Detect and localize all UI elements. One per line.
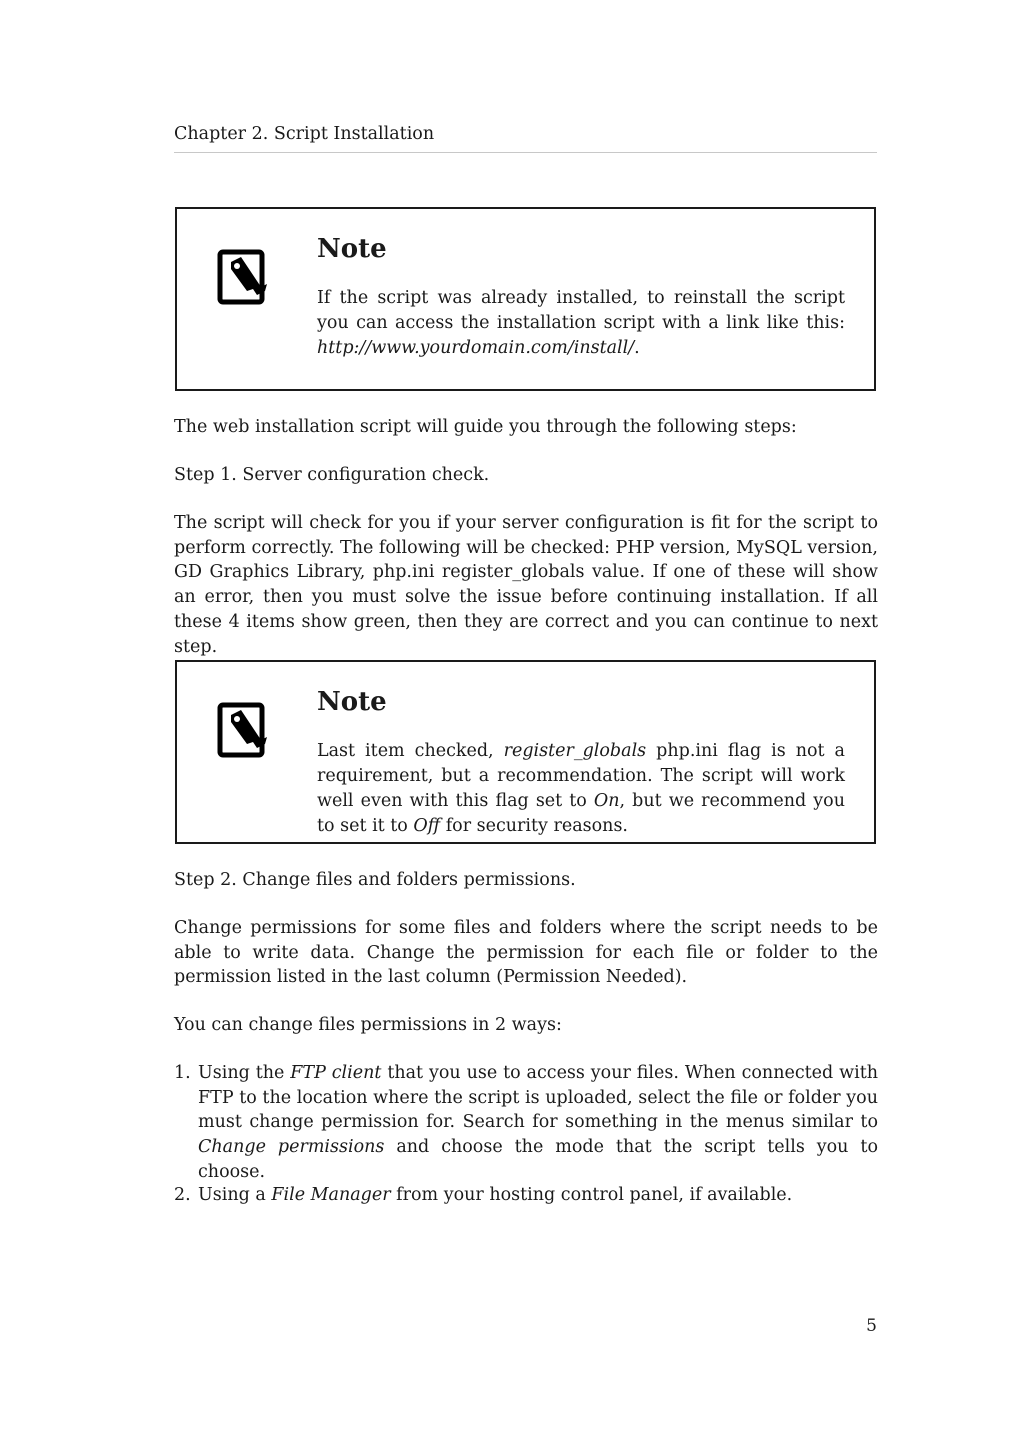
note-text: If the script was already installed, to reinstall the script you can access the installation script with a link like this: http://www.yourdomain.com/install/. (317, 288, 845, 358)
note-text: Last item checked, register_globals php.ini flag is not a requirement, but a recommendation. The script will work well even with this flag set to On, but we recommend you to set it to Off for security reasons. (317, 741, 845, 836)
step1-heading: Step 1. Server configuration check. (174, 465, 490, 485)
list-number: 2. (174, 1185, 191, 1205)
ways-intro: You can change files permissions in 2 ways: (174, 1015, 562, 1035)
note-box (175, 207, 876, 391)
list-item (174, 1061, 878, 1185)
install-link[interactable]: http://www.yourdomain.com/install/ (317, 338, 635, 358)
step2-paragraph: Change permissions for some files and folders where the script needs to be able to write data. Change the permission for each file or folder to the permission listed in the last column (Permission Needed). (174, 918, 878, 988)
page-number: 5 (866, 1316, 877, 1336)
note-icon (217, 249, 269, 307)
list-text: Using the FTP client that you use to access your files. When connected with FTP to the location where the script is uploaded, select the file or folder you must change permission for. Search for something in the menus similar to Change permissions and choose the mode that the script tells you to choose. (198, 1063, 879, 1182)
list-item (174, 1183, 878, 1208)
list-number: 1. (174, 1063, 191, 1083)
step1-paragraph: The script will check for you if your server configuration is fit for the script to perform correctly. The following will be checked: PHP version, MySQL version, GD Graphics Library, php.ini register_globals value. If one of these will show an error, then you must solve the issue before continuing installation. If all these 4 items show green, then they are correct and you can continue to next step. (174, 513, 878, 657)
note-title: Note (317, 687, 387, 717)
page-header: Chapter 2. Script Installation (174, 122, 877, 153)
note-icon (217, 702, 269, 760)
intro-paragraph: The web installation script will guide you through the following steps: (174, 417, 797, 437)
note-title: Note (317, 234, 387, 264)
note-box (175, 660, 876, 844)
list-text: Using a File Manager from your hosting control panel, if available. (198, 1185, 793, 1205)
step2-heading: Step 2. Change files and folders permissions. (174, 870, 576, 890)
